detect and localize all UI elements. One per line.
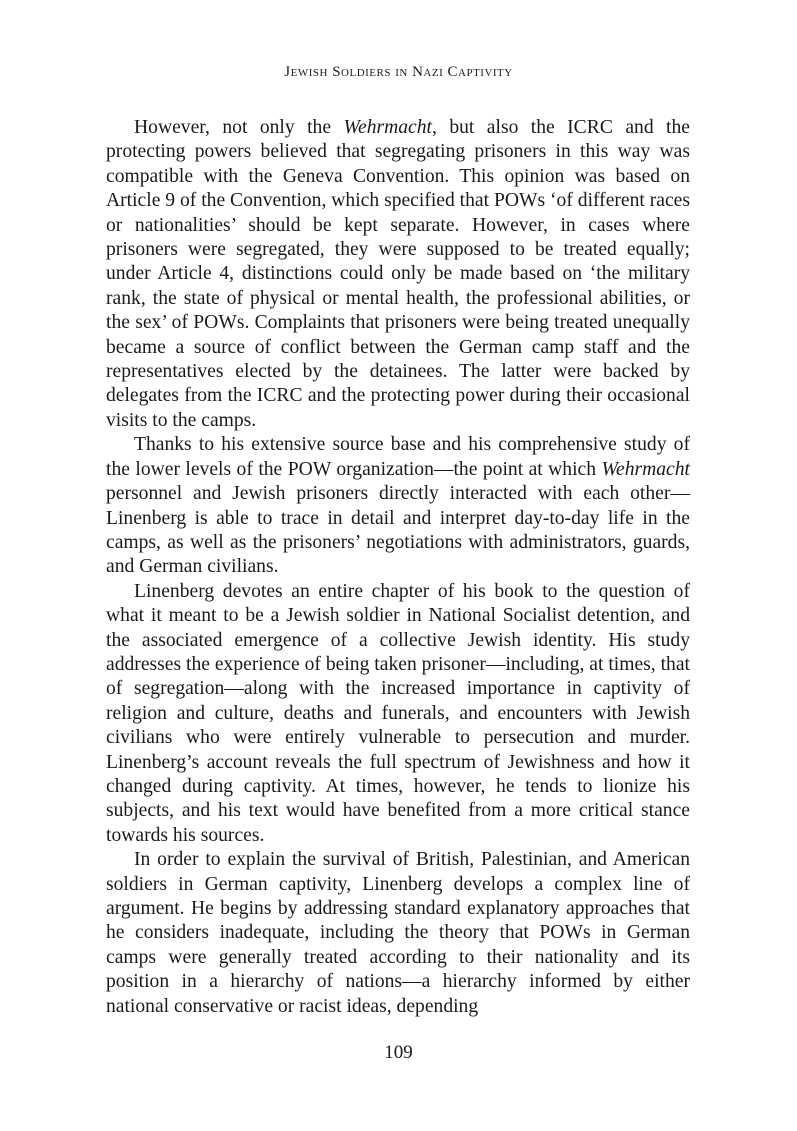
paragraph-3: Linenberg devotes an entire chapter of his book to the question of what it meant to be a Jewish soldier in National Socialist detention, and the associated emergence of a collective Jewish identity. His study addresses the experience of being taken prisoner—including, at times, that of segregation—along with the increased importance in captivity of religion and culture, deaths and funerals, and encounters with Jewish civilians who were entirely vulnerable to persecution and murder. Linenberg’s account reveals the full spectrum of Jewishness and how it changed during captivity. At times, however, he tends to lionize his subjects, and his text would have benefited from a more critical stance towards his sources. — [106, 580, 690, 846]
paragraph-1 — [106, 116, 690, 433]
paragraph-4: In order to explain the survival of British, Palestinian, and American soldiers in German captivity, Linenberg develops a complex line of argument. He begins by addressing standard explanatory approaches that he considers inadequate, including the theory that POWs in German camps were generally treated according to their nationality and its position in a hierarchy of nations—a hierarchy informed by either national conservative or racist ideas, depending — [106, 849, 690, 1017]
body-text — [106, 116, 690, 1019]
paragraph-1-text-c: , but also the ICRC and the protecting powers believed that segregating prisoners in this way was compatible with the Geneva Convention. This opinion was based on Article 9 of the Convention, which specified that POWs ‘of different races or nationalities’ should be kept separate. However, in cases where prisoners were segregated, they were supposed to be treated equally; under Article 4, distinctions could only be made based on ‘the military rank, the state of physical or mental health, the professional abilities, or the sex’ of POWs. Complaints that prisoners were being treated unequally became a source of conflict between the German camp staff and the representatives elected by the detainees. The latter were backed by delegates from the ICRC and the protecting power during their occasional visits to the camps. — [106, 117, 691, 431]
paragraph-2-text-c: personnel and Jewish prisoners directly interacted with each other—Linenberg is able to trace in detail and interpret day-to-day life in the camps, as well as the prisoners’ negotiations with administrators, guards, and German civilians. — [106, 483, 690, 578]
paragraph-2-italic-wehrmacht: Wehrmacht — [601, 458, 690, 480]
paragraph-1-text-a: However, not only the — [134, 117, 344, 138]
page-number: 109 — [384, 1042, 413, 1063]
paragraph-1-italic-wehrmacht: Wehrmacht — [343, 117, 432, 138]
paragraph-2 — [106, 433, 690, 579]
paragraph-2-text-a: Thanks to his extensive source base and his comprehensive study of the lower levels of the POW organization—the point at which — [106, 434, 690, 480]
running-head: Jewish Soldiers in Nazi Captivity — [284, 64, 513, 80]
